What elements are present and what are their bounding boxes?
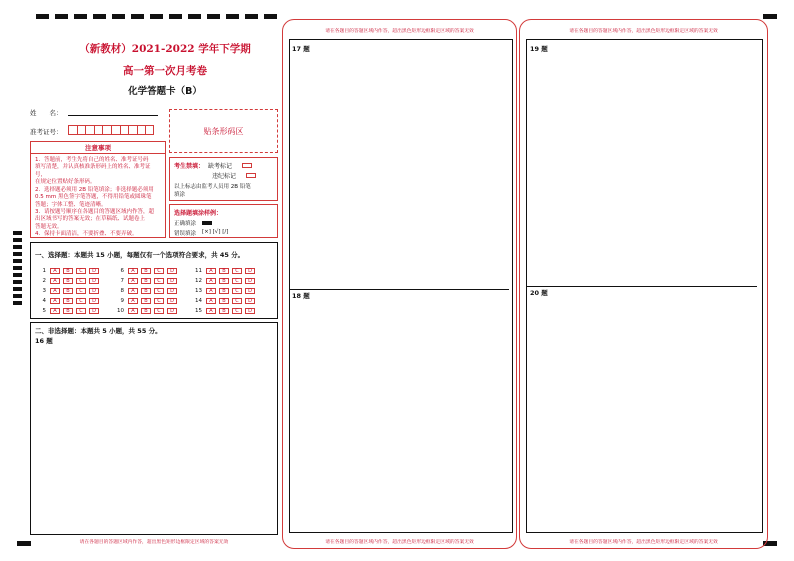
divider-17-18 [289, 289, 509, 290]
choice-question-row [34, 277, 102, 285]
footnote-panel3-bottom: 请在各题目的答题区域内作答，超出黑色矩形边框限定区域的答案无效 [569, 540, 718, 545]
question-number: 15 [195, 308, 202, 314]
divider-19-20 [526, 286, 757, 287]
option-bubble-a[interactable]: A [206, 278, 216, 285]
name-label: 姓 名： [30, 109, 63, 117]
card-title: 化学答题卡（B） [128, 86, 202, 97]
option-bubble-a[interactable]: A [50, 288, 60, 295]
choice-question-row [190, 297, 258, 305]
option-bubble-c[interactable]: C [76, 308, 86, 315]
student-id-cells[interactable] [68, 125, 154, 135]
choice-question-row [190, 267, 258, 275]
option-bubble-d[interactable]: D [89, 298, 99, 305]
question-19-label: 19 题 [530, 45, 548, 53]
wrong-label: 错误填涂 [174, 231, 197, 237]
choice-question-row [190, 277, 258, 285]
choice-question-row [190, 287, 258, 295]
option-bubble-c[interactable]: C [154, 278, 164, 285]
question-number: 12 [195, 278, 202, 284]
option-bubble-a[interactable]: A [128, 308, 138, 315]
option-bubble-a[interactable]: A [50, 308, 60, 315]
choice-question-row [112, 287, 180, 295]
wrong-samples: [×] [√] [/] [202, 229, 229, 235]
option-bubble-c[interactable]: C [76, 288, 86, 295]
option-bubble-b[interactable]: B [219, 278, 229, 285]
section-choice-title: 一、选择题：本题共 15 小题，每题仅有一个选项符合要求，共 45 分。 [35, 251, 245, 259]
candidate-mark-box [169, 157, 278, 201]
option-bubble-b[interactable]: B [141, 268, 151, 275]
missing-label: 缺考标记 [208, 163, 233, 170]
question-number: 4 [42, 298, 46, 304]
timing-marks-left [13, 231, 22, 308]
mark-box-note2: 填涂 [174, 192, 186, 198]
question-number: 13 [195, 288, 202, 294]
violation-label: 违纪标记 [212, 173, 237, 180]
option-bubble-a[interactable]: A [128, 278, 138, 285]
option-bubble-b[interactable]: B [141, 298, 151, 305]
question-number: 3 [42, 288, 46, 294]
sample-title: 选择题填涂样例： [174, 210, 223, 217]
option-bubble-a[interactable]: A [206, 268, 216, 275]
barcode-area [169, 109, 278, 153]
option-bubble-d[interactable]: D [167, 288, 177, 295]
timing-marks-top [36, 14, 277, 19]
question-number: 14 [195, 298, 202, 304]
option-bubble-c[interactable]: C [76, 268, 86, 275]
option-bubble-a[interactable]: A [50, 278, 60, 285]
choice-question-row [112, 297, 180, 305]
option-bubble-d[interactable]: D [167, 308, 177, 315]
option-bubble-c[interactable]: C [154, 288, 164, 295]
question-number: 11 [195, 268, 202, 274]
missing-mark[interactable] [242, 163, 252, 168]
option-bubble-b[interactable]: B [219, 308, 229, 315]
section-nonchoice-title: 二、非选择题：本题共 5 小题，共 55 分。 [35, 327, 162, 335]
choice-question-row [112, 307, 180, 315]
footnote-panel3-top: 请在各题目的答题区域内作答，超出黑色矩形边框限定区域的答案无效 [569, 29, 718, 34]
question-number: 10 [117, 308, 124, 314]
exam-subtitle: 高一第一次月考卷 [123, 65, 207, 77]
correct-label: 正确填涂 [174, 221, 197, 227]
option-bubble-c[interactable]: C [154, 298, 164, 305]
option-bubble-d[interactable]: D [167, 268, 177, 275]
choice-question-row [34, 287, 102, 295]
notice-items: 1．答题前，考生先将自己的姓名、准考证号码 填写清楚，并认真核准条形码上的姓名、准考证号， 在规定位置贴好条形码。 2．选择题必须用 2B 铅笔填涂；非选择题必须用 0.5 mm 黑色签字笔答题，不得用铅笔或圆珠笔 答题；字体工整、笔迹清晰。 3．请按题号顺序在各题目的答题区域内作答，超 出区域书写的答案无效；在草稿纸、试题卷上 答题无效。 4．保持卡面清洁，不要折叠、不要弄破。 [35, 157, 155, 238]
question-number: 1 [42, 268, 46, 274]
option-bubble-b[interactable]: B [141, 278, 151, 285]
option-bubble-b[interactable]: B [141, 288, 151, 295]
option-bubble-c[interactable]: C [232, 278, 242, 285]
option-bubble-d[interactable]: D [245, 298, 255, 305]
option-bubble-a[interactable]: A [128, 288, 138, 295]
sample-box [169, 204, 278, 238]
mark-box-title: 考生禁填： [174, 163, 205, 170]
notice-box [30, 141, 166, 238]
option-bubble-a[interactable]: A [206, 308, 216, 315]
option-bubble-a[interactable]: A [206, 288, 216, 295]
option-bubble-d[interactable]: D [245, 268, 255, 275]
option-bubble-b[interactable]: B [63, 298, 73, 305]
option-bubble-d[interactable]: D [245, 308, 255, 315]
name-field[interactable] [68, 115, 158, 116]
option-bubble-c[interactable]: C [76, 278, 86, 285]
footnote-panel1: 请在各题目的答题区域内作答，超出黑色矩形边框限定区域的答案无效 [79, 540, 229, 545]
question-number: 5 [42, 308, 46, 314]
question-number: 7 [120, 278, 124, 284]
option-bubble-b[interactable]: B [63, 268, 73, 275]
section-nonchoice [30, 322, 278, 535]
choice-question-row [190, 307, 258, 315]
option-bubble-c[interactable]: C [232, 288, 242, 295]
option-bubble-c[interactable]: C [154, 308, 164, 315]
option-bubble-d[interactable]: D [167, 278, 177, 285]
option-bubble-c[interactable]: C [232, 298, 242, 305]
option-bubble-a[interactable]: A [128, 268, 138, 275]
option-bubble-b[interactable]: B [141, 308, 151, 315]
question-number: 2 [42, 278, 46, 284]
timing-mark-top-right [763, 14, 777, 19]
option-bubble-c[interactable]: C [154, 268, 164, 275]
choice-question-row [34, 267, 102, 275]
option-bubble-d[interactable]: D [167, 298, 177, 305]
option-bubble-b[interactable]: B [219, 268, 229, 275]
footnote-panel2-bottom: 请在各题目的答题区域内作答，超出黑色矩形边框限定区域的答案无效 [325, 540, 474, 545]
notice-title: 注意事项 [31, 142, 165, 154]
student-id-label: 准考证号： [30, 128, 63, 136]
option-bubble-a[interactable]: A [206, 298, 216, 305]
option-bubble-d[interactable]: D [245, 288, 255, 295]
option-bubble-d[interactable]: D [89, 268, 99, 275]
option-bubble-d[interactable]: D [89, 278, 99, 285]
question-17-label: 17 题 [292, 45, 310, 53]
violation-mark[interactable] [246, 173, 256, 178]
option-bubble-d[interactable]: D [89, 308, 99, 315]
footnote-panel2-top: 请在各题目的答题区域内作答，超出黑色矩形边框限定区域的答案无效 [325, 29, 474, 34]
question-20-label: 20 题 [530, 289, 548, 297]
option-bubble-a[interactable]: A [128, 298, 138, 305]
option-bubble-a[interactable]: A [50, 268, 60, 275]
question-16-label: 16 题 [35, 337, 53, 345]
question-number: 6 [120, 268, 124, 274]
option-bubble-b[interactable]: B [63, 278, 73, 285]
correct-sample [202, 221, 212, 225]
choice-question-row [34, 307, 102, 315]
option-bubble-b[interactable]: B [219, 288, 229, 295]
choice-question-row [34, 297, 102, 305]
barcode-label: 贴条形码区 [203, 126, 244, 136]
option-bubble-c[interactable]: C [232, 268, 242, 275]
option-bubble-c[interactable]: C [232, 308, 242, 315]
answer-area-17-18[interactable] [289, 39, 513, 533]
timing-mark-bottom-left [17, 541, 31, 546]
option-bubble-d[interactable]: D [89, 288, 99, 295]
question-number: 9 [120, 298, 124, 304]
question-18-label: 18 题 [292, 292, 310, 300]
option-bubble-d[interactable]: D [245, 278, 255, 285]
choice-question-row [112, 277, 180, 285]
option-bubble-c[interactable]: C [76, 298, 86, 305]
option-bubble-a[interactable]: A [50, 298, 60, 305]
choice-question-row [112, 267, 180, 275]
option-bubble-b[interactable]: B [219, 298, 229, 305]
mark-box-note: 以上标志由监考人员用 2B 铅笔 [174, 184, 251, 190]
option-bubble-b[interactable]: B [63, 308, 73, 315]
option-bubble-b[interactable]: B [63, 288, 73, 295]
question-number: 8 [120, 288, 124, 294]
exam-title: （新教材）2021-2022 学年下学期 [79, 43, 251, 55]
